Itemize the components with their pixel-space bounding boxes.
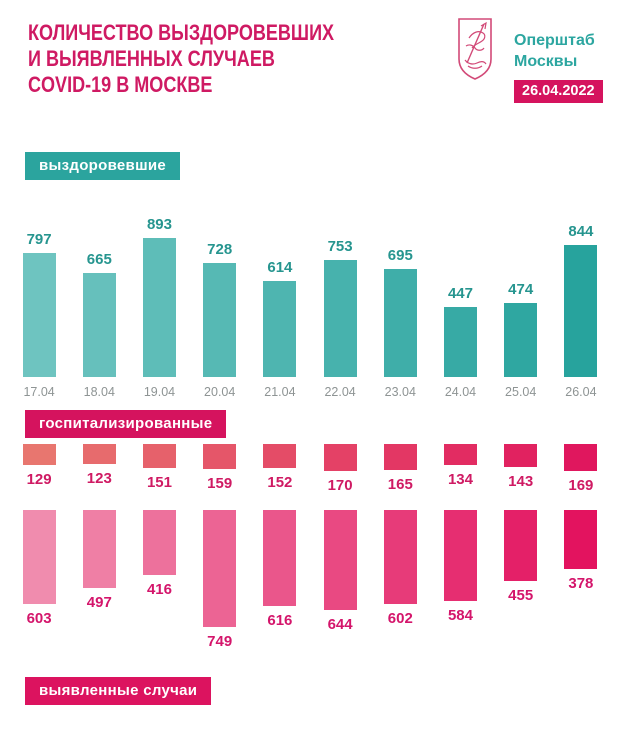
detected-value-label: 602 — [387, 610, 413, 627]
hospitalized-column — [370, 444, 430, 506]
detected-bar — [324, 510, 357, 610]
recovered-bar — [83, 273, 116, 377]
detected-bar — [564, 510, 597, 569]
page-title-line-2: И ВЫЯВЛЕННЫХ СЛУЧАЕВ — [28, 46, 275, 71]
recovered-bar — [324, 260, 357, 377]
detected-value-label: 497 — [86, 594, 112, 611]
hospitalized-column — [250, 444, 310, 506]
hospitalized-column — [551, 444, 611, 506]
recovered-column — [491, 205, 551, 401]
recovered-column — [190, 205, 250, 401]
page-title — [28, 20, 334, 98]
section-label-hospitalized: госпитализированные — [25, 410, 226, 438]
hospitalized-bar — [83, 444, 116, 464]
hospitalized-bar-chart — [9, 444, 611, 506]
hospitalized-value-label: 123 — [86, 470, 112, 487]
date-label: 18.04 — [83, 385, 115, 399]
hospitalized-value-label: 143 — [508, 473, 534, 490]
detected-value-label: 584 — [447, 607, 473, 624]
detected-column — [310, 510, 370, 672]
hospitalized-bar — [23, 444, 56, 465]
date-badge: 26.04.2022 — [514, 80, 603, 103]
detected-bar — [23, 510, 56, 604]
recovered-bar — [143, 238, 176, 377]
hospitalized-bar — [263, 444, 296, 468]
detected-bar — [203, 510, 236, 627]
detected-column — [250, 510, 310, 672]
page-title-line-3: COVID-19 В МОСКВЕ — [28, 72, 213, 97]
recovered-value-label: 728 — [207, 241, 233, 258]
recovered-bar — [384, 269, 417, 377]
recovered-bar — [564, 245, 597, 377]
hospitalized-value-label: 134 — [447, 471, 473, 488]
detected-column — [430, 510, 490, 672]
moscow-coat-of-arms-icon — [456, 16, 494, 82]
recovered-column — [310, 205, 370, 401]
hospitalized-bar — [564, 444, 597, 471]
detected-column — [551, 510, 611, 672]
section-label-recovered: выздоровевшие — [25, 152, 180, 180]
date-label: 17.04 — [23, 385, 55, 399]
recovered-bar — [203, 263, 236, 377]
detected-bar — [263, 510, 296, 606]
detected-column — [370, 510, 430, 672]
hospitalized-bar — [504, 444, 537, 467]
detected-value-label: 378 — [568, 575, 594, 592]
detected-bar — [143, 510, 176, 575]
org-name-line-2: Москвы — [514, 53, 578, 70]
section-label-detected: выявленные случаи — [25, 677, 211, 705]
recovered-value-label: 797 — [26, 231, 52, 248]
detected-value-label: 644 — [327, 616, 353, 633]
recovered-column — [430, 205, 490, 401]
hospitalized-column — [491, 444, 551, 506]
detected-column — [129, 510, 189, 672]
recovered-bar — [444, 307, 477, 377]
recovered-value-label: 893 — [146, 216, 172, 233]
hospitalized-value-label: 151 — [146, 474, 172, 491]
date-label: 20.04 — [204, 385, 236, 399]
hospitalized-value-label: 170 — [327, 477, 353, 494]
hospitalized-bar — [384, 444, 417, 470]
recovered-value-label: 844 — [568, 223, 594, 240]
recovered-bar-chart — [9, 205, 611, 401]
detected-value-label: 455 — [508, 587, 534, 604]
recovered-bar — [504, 303, 537, 377]
recovered-value-label: 695 — [387, 247, 413, 264]
hospitalized-bar — [143, 444, 176, 468]
recovered-column — [129, 205, 189, 401]
page-title-line-1: КОЛИЧЕСТВО ВЫЗДОРОВЕВШИХ — [28, 20, 335, 45]
recovered-bar — [23, 253, 56, 377]
hospitalized-column — [190, 444, 250, 506]
recovered-value-label: 474 — [508, 281, 534, 298]
recovered-column — [69, 205, 129, 401]
hospitalized-bar — [324, 444, 357, 471]
detected-column — [9, 510, 69, 672]
hospitalized-bar — [203, 444, 236, 469]
detected-value-label: 616 — [267, 612, 293, 629]
detected-bar — [83, 510, 116, 588]
hospitalized-column — [69, 444, 129, 506]
hospitalized-column — [310, 444, 370, 506]
date-label: 19.04 — [143, 385, 176, 399]
date-label: 22.04 — [324, 385, 356, 399]
recovered-column — [370, 205, 430, 401]
recovered-value-label: 753 — [327, 238, 353, 255]
hospitalized-value-label: 159 — [207, 475, 233, 492]
date-label: 23.04 — [384, 385, 416, 399]
date-label: 24.04 — [444, 385, 477, 399]
detected-cases-bar-chart — [9, 510, 611, 672]
hospitalized-value-label: 152 — [267, 474, 293, 491]
recovered-column — [551, 205, 611, 401]
detected-value-label: 603 — [26, 610, 52, 627]
detected-column — [190, 510, 250, 672]
detected-column — [69, 510, 129, 672]
recovered-column — [250, 205, 310, 401]
date-label: 25.04 — [505, 385, 537, 399]
recovered-bar — [263, 281, 296, 377]
org-name-line-1: Оперштаб — [514, 32, 595, 49]
detected-value-label: 749 — [207, 633, 233, 650]
recovered-value-label: 447 — [447, 285, 473, 302]
date-label: 21.04 — [264, 385, 296, 399]
detected-bar — [384, 510, 417, 604]
hospitalized-column — [9, 444, 69, 506]
recovered-column — [9, 205, 69, 401]
hospitalized-column — [430, 444, 490, 506]
hospitalized-column — [129, 444, 189, 506]
detected-column — [491, 510, 551, 672]
recovered-value-label: 665 — [86, 251, 112, 268]
hospitalized-value-label: 165 — [387, 476, 413, 493]
detected-bar — [504, 510, 537, 581]
date-label: 26.04 — [565, 385, 597, 399]
detected-bar — [444, 510, 477, 601]
detected-value-label: 416 — [146, 581, 172, 598]
hospitalized-bar — [444, 444, 477, 465]
hospitalized-value-label: 129 — [26, 471, 52, 488]
org-name — [514, 30, 595, 72]
hospitalized-value-label: 169 — [568, 477, 594, 494]
recovered-value-label: 614 — [267, 259, 293, 276]
